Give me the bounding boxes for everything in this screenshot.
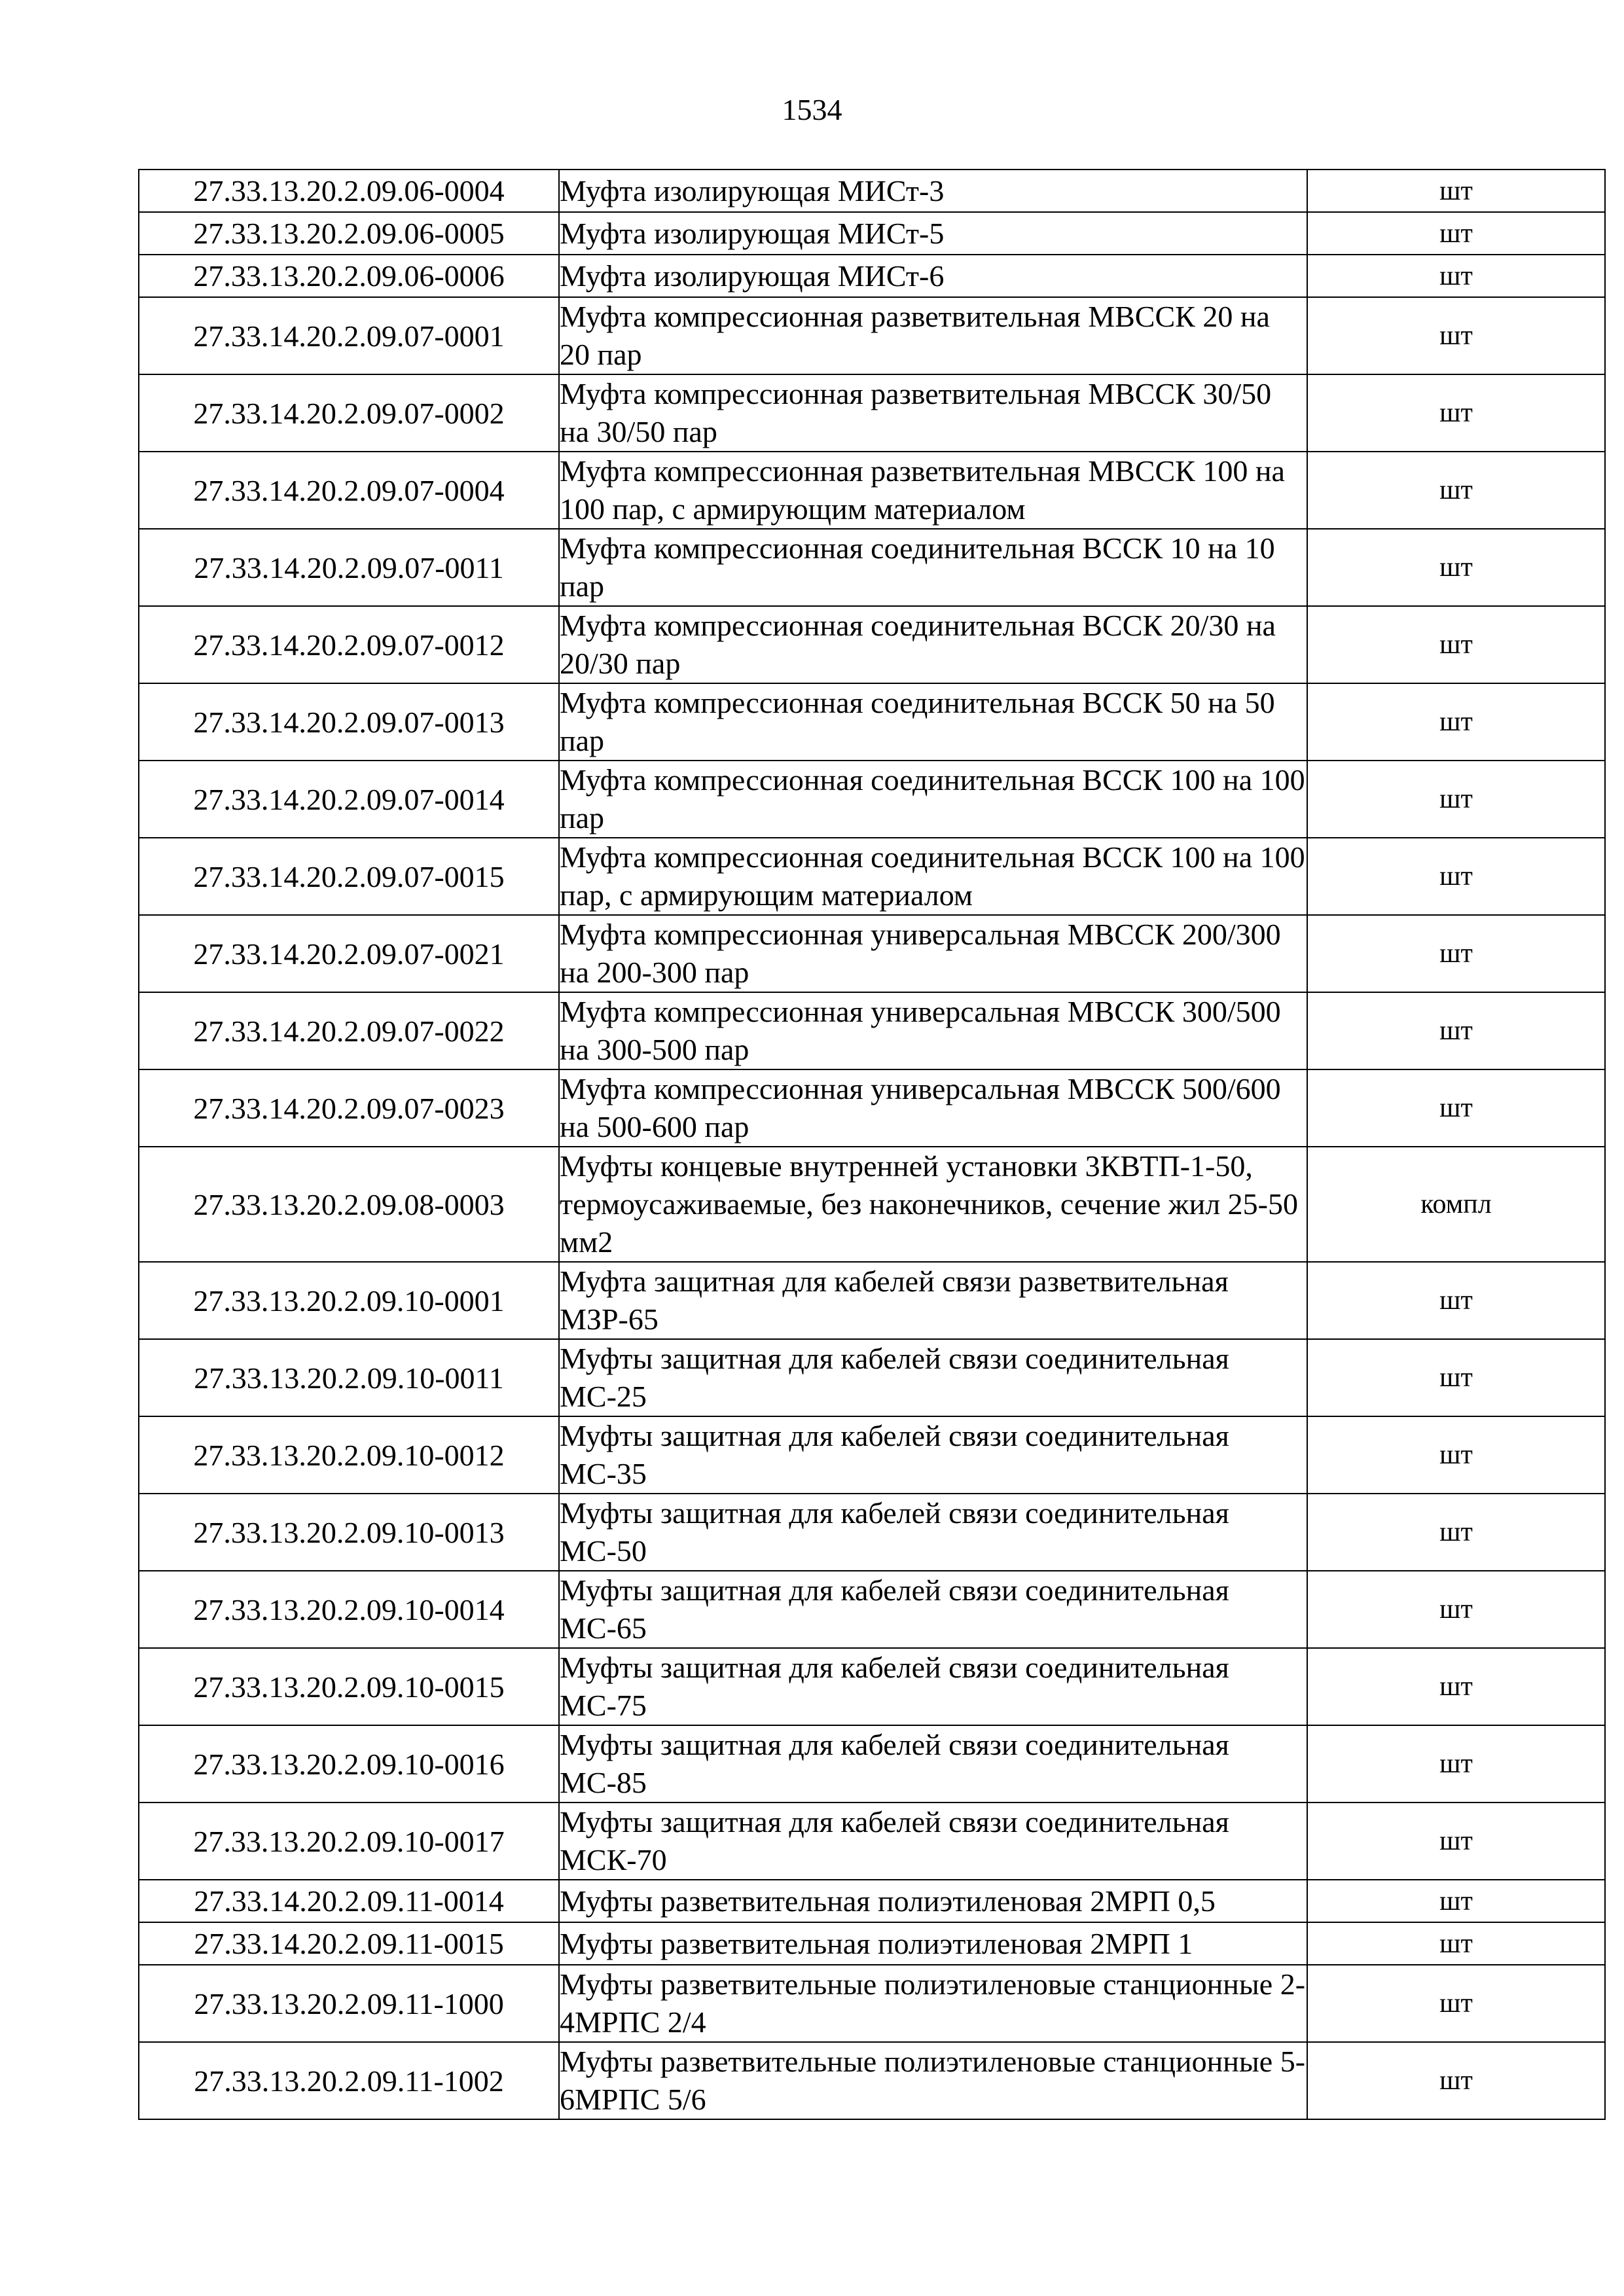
unit-cell: шт [1307,2042,1605,2119]
unit-cell: шт [1307,838,1605,915]
unit-cell: шт [1307,212,1605,255]
resource-name-cell: Муфта компрессионная разветвительная МВССК 20 на 20 пар [559,297,1307,374]
table-row [139,992,1605,1069]
resource-code-cell: 27.33.14.20.2.09.07-0001 [139,297,559,374]
resource-code-cell: 27.33.13.20.2.09.10-0001 [139,1262,559,1339]
resource-name-cell: Муфта компрессионная разветвительная МВССК 30/50 на 30/50 пар [559,374,1307,452]
unit-cell: шт [1307,255,1605,297]
table-row [139,1069,1605,1147]
table-row [139,452,1605,529]
resource-code-cell: 27.33.14.20.2.09.07-0011 [139,529,559,606]
table-row [139,212,1605,255]
resource-name-cell: Муфта компрессионная соединительная ВССК 100 на 100 пар, с армирующим материалом [559,838,1307,915]
resource-name-cell: Муфта компрессионная универсальная МВССК 300/500 на 300-500 пар [559,992,1307,1069]
resource-code-cell: 27.33.14.20.2.09.07-0004 [139,452,559,529]
table-row [139,1648,1605,1725]
table-row [139,1147,1605,1262]
unit-cell: шт [1307,1069,1605,1147]
unit-cell: шт [1307,1494,1605,1571]
unit-cell: шт [1307,170,1605,212]
resource-name-cell: Муфты защитная для кабелей связи соединительная МС-35 [559,1416,1307,1494]
table-row [139,683,1605,761]
unit-cell: шт [1307,992,1605,1069]
unit-cell: шт [1307,915,1605,992]
resource-code-cell: 27.33.13.20.2.09.10-0011 [139,1339,559,1416]
resource-name-cell: Муфта компрессионная соединительная ВССК 10 на 10 пар [559,529,1307,606]
unit-cell: шт [1307,1725,1605,1803]
table-row [139,1416,1605,1494]
table-row [139,2042,1605,2119]
table-row [139,1880,1605,1922]
resource-code-cell: 27.33.14.20.2.09.07-0021 [139,915,559,992]
unit-cell: шт [1307,1803,1605,1880]
unit-cell: шт [1307,1416,1605,1494]
resource-code-cell: 27.33.14.20.2.09.07-0002 [139,374,559,452]
resource-code-cell: 27.33.14.20.2.09.11-0015 [139,1922,559,1965]
table-row [139,170,1605,212]
table-row [139,1922,1605,1965]
resource-code-cell: 27.33.13.20.2.09.08-0003 [139,1147,559,1262]
resource-name-cell: Муфты защитная для кабелей связи соединительная МС-25 [559,1339,1307,1416]
resource-name-cell: Муфта защитная для кабелей связи разветвительная МЗР-65 [559,1262,1307,1339]
unit-cell: шт [1307,1965,1605,2042]
unit-cell: шт [1307,606,1605,683]
unit-cell: шт [1307,1922,1605,1965]
unit-cell: шт [1307,1262,1605,1339]
unit-cell: шт [1307,1571,1605,1648]
page-number: 1534 [782,93,842,126]
resource-name-cell: Муфта изолирующая МИСт-5 [559,212,1307,255]
table-row [139,1339,1605,1416]
resource-name-cell: Муфты разветвительные полиэтиленовые станционные 5-6МРПС 5/6 [559,2042,1307,2119]
resource-code-cell: 27.33.13.20.2.09.10-0015 [139,1648,559,1725]
resource-name-cell: Муфты разветвительные полиэтиленовые станционные 2-4МРПС 2/4 [559,1965,1307,2042]
table-row [139,1571,1605,1648]
table-row [139,1803,1605,1880]
resource-name-cell: Муфта изолирующая МИСт-6 [559,255,1307,297]
materials-table [138,169,1606,2120]
resource-code-cell: 27.33.13.20.2.09.10-0016 [139,1725,559,1803]
table-row [139,606,1605,683]
resource-code-cell: 27.33.14.20.2.09.07-0022 [139,992,559,1069]
table-row [139,255,1605,297]
table-row [139,1965,1605,2042]
resource-name-cell: Муфты защитная для кабелей связи соединительная МС-65 [559,1571,1307,1648]
resource-code-cell: 27.33.13.20.2.09.10-0017 [139,1803,559,1880]
resource-name-cell: Муфта компрессионная универсальная МВССК 500/600 на 500-600 пар [559,1069,1307,1147]
resource-code-cell: 27.33.13.20.2.09.10-0012 [139,1416,559,1494]
resource-name-cell: Муфты защитная для кабелей связи соединительная МС-85 [559,1725,1307,1803]
resource-name-cell: Муфты защитная для кабелей связи соединительная МС-75 [559,1648,1307,1725]
resource-code-cell: 27.33.13.20.2.09.06-0006 [139,255,559,297]
resource-name-cell: Муфта компрессионная соединительная ВССК 50 на 50 пар [559,683,1307,761]
table-row [139,915,1605,992]
table-row [139,761,1605,838]
unit-cell: шт [1307,761,1605,838]
table-row [139,1494,1605,1571]
resource-code-cell: 27.33.13.20.2.09.06-0005 [139,212,559,255]
unit-cell: шт [1307,374,1605,452]
resource-code-cell: 27.33.13.20.2.09.06-0004 [139,170,559,212]
unit-cell: шт [1307,452,1605,529]
resource-name-cell: Муфта компрессионная универсальная МВССК 200/300 на 200-300 пар [559,915,1307,992]
unit-cell: шт [1307,1880,1605,1922]
resource-name-cell: Муфта компрессионная соединительная ВССК 20/30 на 20/30 пар [559,606,1307,683]
resource-code-cell: 27.33.14.20.2.09.07-0012 [139,606,559,683]
unit-cell: шт [1307,297,1605,374]
resource-code-cell: 27.33.14.20.2.09.07-0015 [139,838,559,915]
resource-name-cell: Муфта компрессионная разветвительная МВССК 100 на 100 пар, с армирующим материалом [559,452,1307,529]
resource-code-cell: 27.33.13.20.2.09.10-0014 [139,1571,559,1648]
unit-cell: шт [1307,1648,1605,1725]
resource-name-cell: Муфта компрессионная соединительная ВССК 100 на 100 пар [559,761,1307,838]
table-row [139,1725,1605,1803]
resource-code-cell: 27.33.13.20.2.09.11-1000 [139,1965,559,2042]
resource-code-cell: 27.33.14.20.2.09.11-0014 [139,1880,559,1922]
unit-cell: шт [1307,529,1605,606]
resource-code-cell: 27.33.14.20.2.09.07-0014 [139,761,559,838]
resource-name-cell: Муфты защитная для кабелей связи соединительная МС-50 [559,1494,1307,1571]
table-row [139,1262,1605,1339]
resource-code-cell: 27.33.13.20.2.09.11-1002 [139,2042,559,2119]
table-body [139,170,1605,2119]
table-row [139,838,1605,915]
resource-name-cell: Муфты разветвительная полиэтиленовая 2МРП 0,5 [559,1880,1307,1922]
resource-code-cell: 27.33.14.20.2.09.07-0023 [139,1069,559,1147]
unit-cell: шт [1307,683,1605,761]
resource-name-cell: Муфты концевые внутренней установки 3КВТП-1-50, термоусаживаемые, без наконечников, сечение жил 25-50 мм2 [559,1147,1307,1262]
unit-cell: шт [1307,1339,1605,1416]
table-row [139,297,1605,374]
resource-code-cell: 27.33.14.20.2.09.07-0013 [139,683,559,761]
resource-code-cell: 27.33.13.20.2.09.10-0013 [139,1494,559,1571]
resource-name-cell: Муфты защитная для кабелей связи соединительная МСК-70 [559,1803,1307,1880]
table-row [139,529,1605,606]
resource-name-cell: Муфты разветвительная полиэтиленовая 2МРП 1 [559,1922,1307,1965]
table-row [139,374,1605,452]
unit-cell: компл [1307,1147,1605,1262]
resource-name-cell: Муфта изолирующая МИСт-3 [559,170,1307,212]
